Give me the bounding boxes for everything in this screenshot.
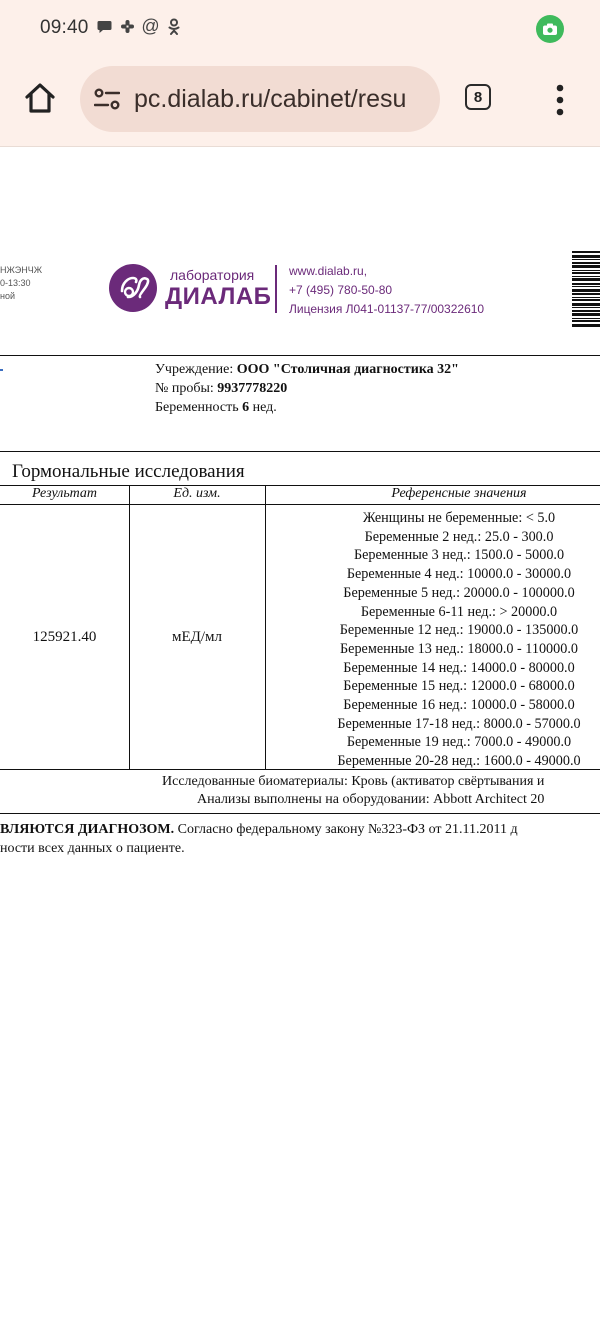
odnoklassniki-icon xyxy=(165,18,182,35)
reference-row: Беременные 15 нед.: 12000.0 - 68000.0 xyxy=(343,678,575,695)
at-sign-icon: @ xyxy=(141,16,160,36)
lab-contacts xyxy=(289,262,484,319)
chat-bubble-icon xyxy=(96,18,113,35)
sample-row: № пробы: 9937778220 xyxy=(155,381,288,396)
reference-row: Беременные 3 нед.: 1500.0 - 5000.0 xyxy=(353,547,565,564)
reference-row: Женщины не беременные: < 5.0 xyxy=(362,510,556,526)
result-value: 125921.40 xyxy=(32,629,97,645)
reference-row: Беременные 19 нед.: 7000.0 - 49000.0 xyxy=(346,734,572,751)
logo-title: ДИАЛАБ xyxy=(165,283,272,310)
more-menu-icon[interactable] xyxy=(545,80,575,120)
table-column-line xyxy=(129,485,130,769)
patient-info xyxy=(155,360,459,417)
column-header-result: Результат xyxy=(32,486,97,501)
reference-row: Беременные 12 нед.: 19000.0 - 135000.0 xyxy=(339,622,579,639)
home-button[interactable] xyxy=(20,78,60,118)
partial-header-text: НЖЭНЧЖ 0-13:30 ной xyxy=(0,265,43,301)
reference-row: Беременные 17-18 нед.: 8000.0 - 57000.0 xyxy=(337,715,581,732)
camera-icon xyxy=(536,15,564,43)
divider-line xyxy=(0,451,600,452)
column-header-references: Референсные значения xyxy=(391,486,527,501)
logo-subtitle: лаборатория xyxy=(170,267,255,283)
lab-license: Лицензия Л041-01137-77/00322610 xyxy=(289,302,485,316)
reference-row: Беременные 16 нед.: 10000.0 - 58000.0 xyxy=(343,697,575,714)
disclaimer-line: ВЛЯЮТСЯ ДИАГНОЗОМ. Согласно федеральному закону №323-ФЗ от 21.11.2011 д xyxy=(0,822,518,837)
table-bottom-border xyxy=(0,769,600,770)
reference-row: Беременные 4 нед.: 10000.0 - 30000.0 xyxy=(346,566,572,583)
barcode xyxy=(572,251,600,333)
biomaterials-note: Исследованные биоматериалы: Кровь (активатор свёртывания и xyxy=(162,774,545,789)
dialab-logo-icon xyxy=(108,263,158,313)
divider-line xyxy=(0,813,600,814)
reference-row: Беременные 5 нед.: 20000.0 - 100000.0 xyxy=(343,584,575,601)
tab-switcher-button[interactable]: 8 xyxy=(465,84,491,110)
section-title: Гормональные исследования xyxy=(12,461,245,482)
lab-report-page xyxy=(0,147,600,1332)
logo-divider xyxy=(275,265,277,313)
column-header-unit: Ед. изм. xyxy=(173,486,221,501)
browser-toolbar xyxy=(0,58,600,147)
url-text[interactable]: pc.dialab.ru/cabinet/resu xyxy=(134,85,407,113)
notification-icons xyxy=(96,18,182,35)
reference-values xyxy=(266,509,600,771)
lab-website: www.dialab.ru, xyxy=(289,264,368,278)
reference-row: Беременные 2 нед.: 25.0 - 300.0 xyxy=(364,528,554,545)
reference-row: Беременные 13 нед.: 18000.0 - 110000.0 xyxy=(340,640,578,657)
result-unit: мЕД/мл xyxy=(171,629,223,645)
pregnancy-row: Беременность 6 нед. xyxy=(155,400,277,415)
reference-row: Беременные 20-28 нед.: 1600.0 - 49000.0 xyxy=(337,753,581,770)
slack-icon xyxy=(119,18,136,35)
status-time: 09:40 xyxy=(40,17,89,38)
institution-row: Учреждение: ООО "Столичная диагностика 32" xyxy=(155,362,459,377)
divider-line xyxy=(0,355,600,356)
disclaimer-line: ности всех данных о пациенте. xyxy=(0,841,185,856)
site-settings-icon[interactable] xyxy=(94,87,120,111)
table-header-border xyxy=(0,504,600,505)
lab-phone: +7 (495) 780-50-80 xyxy=(289,283,393,297)
link-mark xyxy=(0,369,3,371)
disclaimer xyxy=(0,820,518,858)
status-bar xyxy=(0,0,600,58)
home-icon xyxy=(23,81,57,115)
address-bar[interactable] xyxy=(80,66,440,132)
reference-row: Беременные 14 нед.: 14000.0 - 80000.0 xyxy=(343,659,575,676)
equipment-note: Анализы выполнены на оборудовании: Abbott Architect 20 xyxy=(197,792,545,807)
reference-row: Беременные 6-11 нед.: > 20000.0 xyxy=(360,603,558,620)
